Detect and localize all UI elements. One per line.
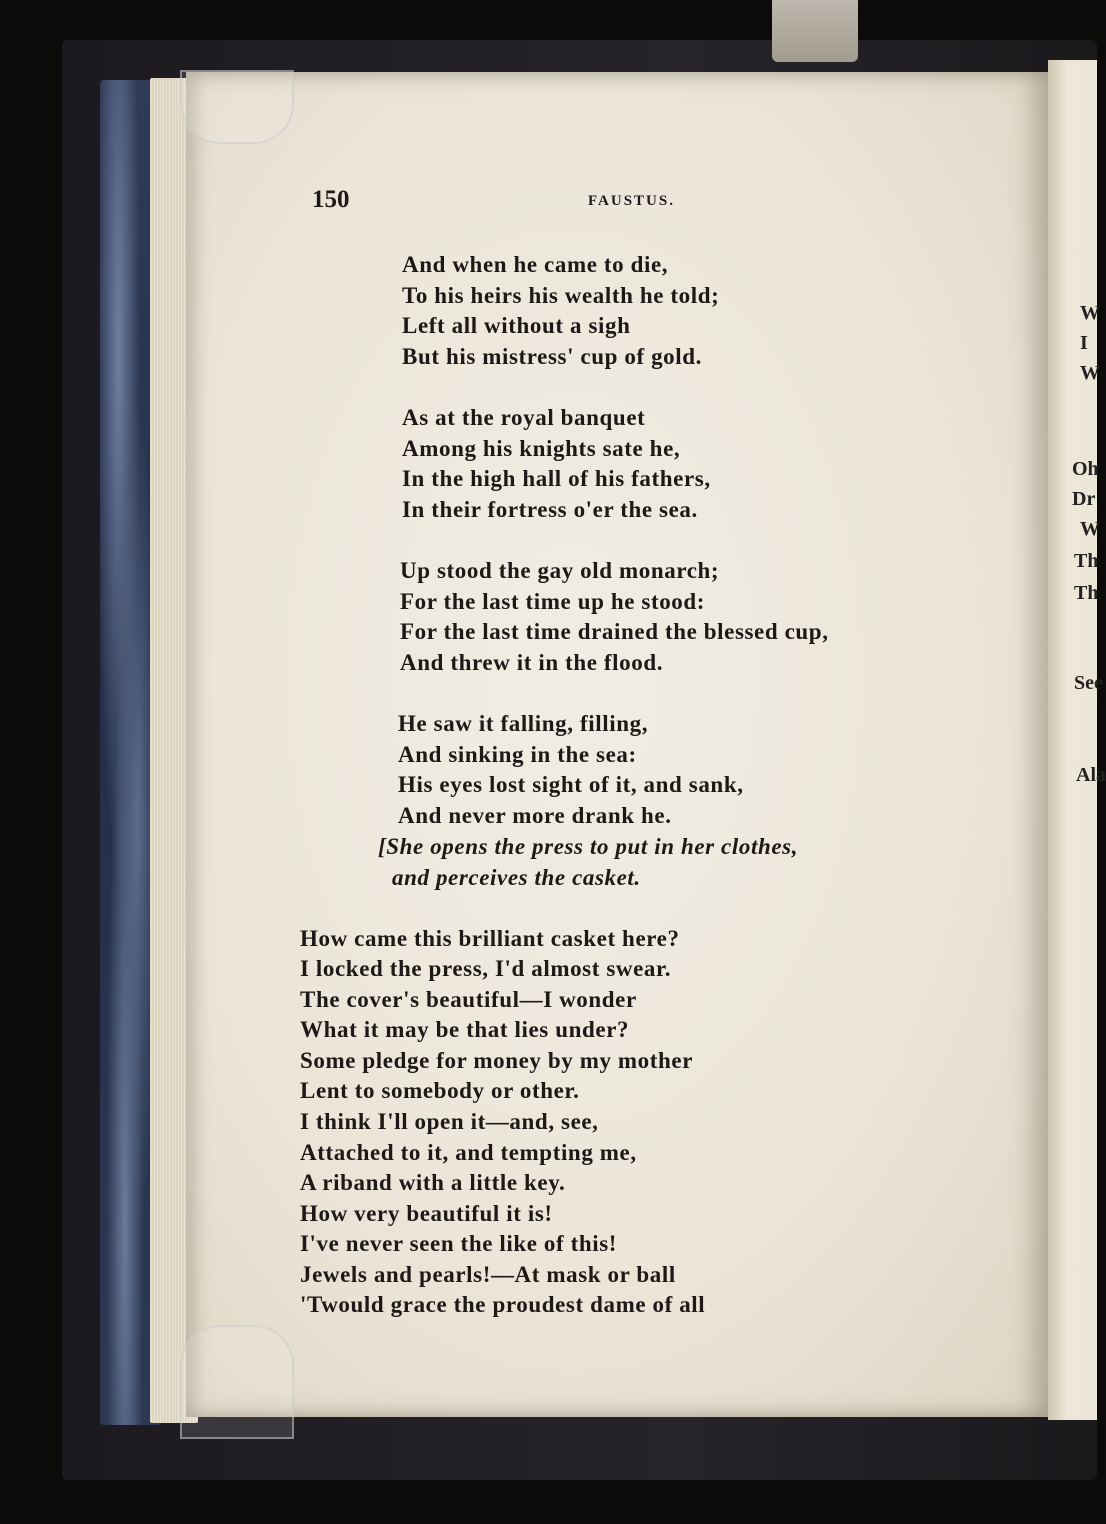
verse-line: He saw it falling, filling, (398, 711, 649, 736)
verse-line: As at the royal banquet (402, 405, 646, 430)
adjacent-page (1048, 60, 1106, 1420)
speech-line: I've never seen the like of this! (300, 1231, 618, 1256)
verse-line: And threw it in the flood. (400, 650, 664, 675)
bookmark-tab (772, 0, 858, 62)
speech-line: The cover's beautiful—I wonder (300, 987, 637, 1012)
running-title: FAUSTUS. (588, 193, 675, 209)
speech-line: I locked the press, I'd almost swear. (300, 956, 672, 981)
adjacent-fragment: Th (1074, 582, 1099, 604)
adjacent-fragment: W (1080, 362, 1100, 384)
adjacent-fragment: Dr (1072, 488, 1096, 510)
verse-line: His eyes lost sight of it, and sank, (398, 772, 744, 797)
speech-line: How came this brilliant casket here? (300, 926, 680, 951)
speech-line: How very beautiful it is! (300, 1201, 553, 1226)
verse-line: To his heirs his wealth he told; (402, 283, 720, 308)
stage-direction: and perceives the casket. (392, 865, 641, 890)
verse-line: And when he came to die, (402, 252, 669, 277)
speech-line: I think I'll open it—and, see, (300, 1109, 599, 1134)
speech-line: A riband with a little key. (300, 1170, 566, 1195)
verse-line: For the last time drained the blessed cup, (400, 619, 829, 644)
adjacent-fragment: I (1080, 332, 1088, 354)
speech-line: Lent to somebody or other. (300, 1078, 580, 1103)
adjacent-fragment: Th (1074, 550, 1099, 572)
verse-line: Up stood the gay old monarch; (400, 558, 720, 583)
speech-line: What it may be that lies under? (300, 1017, 630, 1042)
verse-line: But his mistress' cup of gold. (402, 344, 703, 369)
speech-line: Jewels and pearls!—At mask or ball (300, 1262, 676, 1287)
verse-line: In the high hall of his fathers, (402, 466, 711, 491)
verse-line: In their fortress o'er the sea. (402, 497, 698, 522)
speech-line: Some pledge for money by my mother (300, 1048, 694, 1073)
verse-line: And never more drank he. (398, 803, 672, 828)
page-clip-top (180, 70, 294, 144)
speech-line: Attached to it, and tempting me, (300, 1140, 637, 1165)
adjacent-fragment: Oh (1072, 458, 1099, 480)
verse-line: Among his knights sate he, (402, 436, 681, 461)
page-number: 150 (312, 186, 350, 213)
verse-line: And sinking in the sea: (398, 742, 637, 767)
stage-direction: [She opens the press to put in her clothes, (378, 834, 799, 859)
adjacent-fragment: See (1074, 672, 1103, 694)
adjacent-fragment: Ala (1076, 764, 1106, 786)
page-clip-bottom (180, 1325, 294, 1439)
verse-line: For the last time up he stood: (400, 589, 706, 614)
speech-line: 'Twould grace the proudest dame of all (300, 1292, 706, 1317)
adjacent-fragment: W (1080, 302, 1100, 324)
adjacent-fragment: W (1080, 518, 1100, 540)
verse-line: Left all without a sigh (402, 313, 631, 338)
